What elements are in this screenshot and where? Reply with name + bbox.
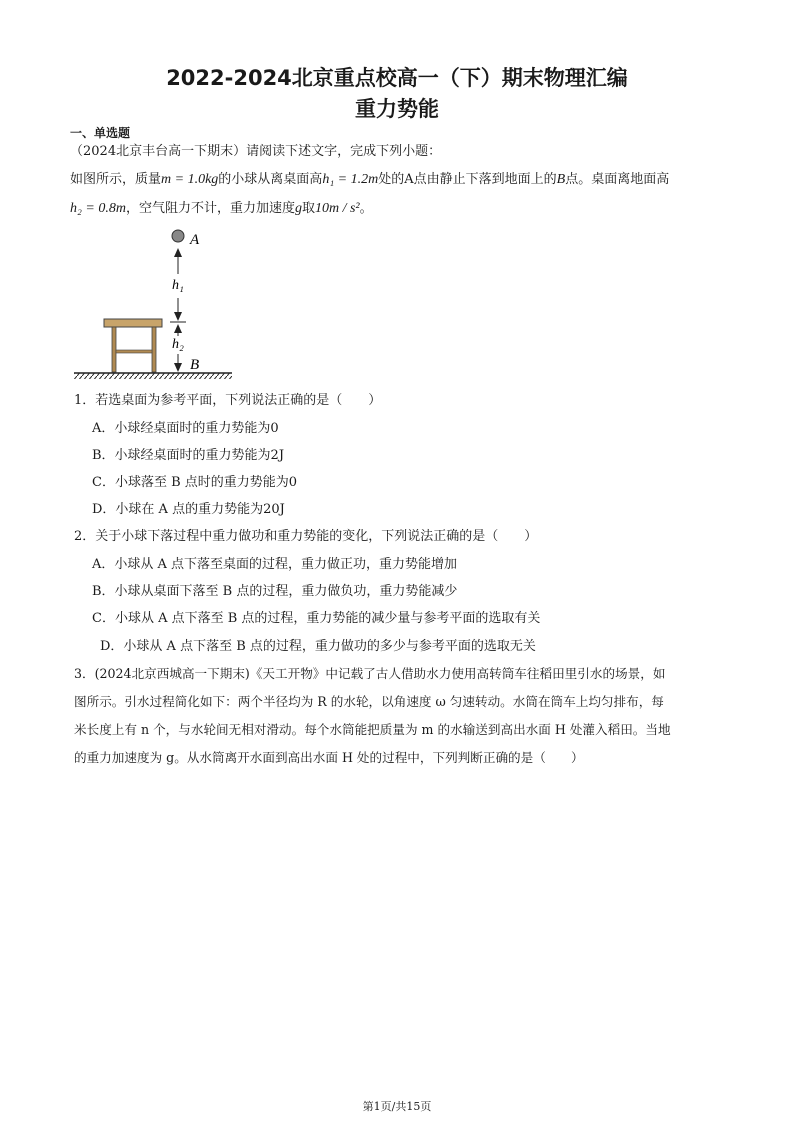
question-1-stem: 1．若选桌面为参考平面，下列说法正确的是（ ）	[74, 393, 382, 408]
q1-option-b: B．小球经桌面时的重力势能为2J	[92, 448, 285, 463]
label-h1: h₁	[172, 278, 184, 293]
label-a: A	[190, 232, 200, 248]
passage-text: 处的A点由静止下落到地面上的	[378, 172, 557, 187]
question-3-line-1: 3．(2024北京西城高一下期末)《天工开物》中记载了古人借助水力使用高转筒车往稻田里引水的场景，如	[74, 666, 666, 681]
point-b-label: B	[556, 172, 566, 187]
label-b: B	[190, 357, 200, 373]
ball-table-figure	[72, 226, 242, 386]
passage-text: 点。桌面离地面高	[565, 172, 670, 187]
passage-text: 。	[359, 201, 373, 216]
page-title: 2022-2024北京重点校高一（下）期末物理汇编	[166, 66, 628, 90]
q2-option-c: C．小球从 A 点下落至 B 点的过程，重力势能的减少量与参考平面的选取有关	[92, 611, 541, 626]
q2-option-d: D．小球从 A 点下落至 B 点的过程，重力做功的多少与参考平面的选取无关	[100, 639, 536, 654]
passage-text: 的小球从离桌面高	[218, 172, 323, 187]
label-h2: h₂	[172, 337, 184, 352]
passage-text: 取	[301, 201, 315, 216]
question-3-line-4: 的重力加速度为 g。从水筒离开水面到高出水面 H 处的过程中，下列判断正确的是（ ）	[74, 750, 584, 765]
page-subtitle: 重力势能	[355, 97, 439, 121]
q1-option-d: D．小球在 A 点的重力势能为20J	[92, 502, 285, 517]
table-top	[104, 319, 162, 327]
intro-text: （2024北京丰台高一下期末）请阅读下述文字，完成下列小题：	[70, 144, 442, 159]
passage-line-1	[70, 171, 669, 189]
passage-text: ，空气阻力不计，重力加速度	[125, 201, 295, 216]
q2-option-a: A．小球从 A 点下落至桌面的过程，重力做正功，重力势能增加	[92, 557, 458, 572]
question-2-stem: 2．关于小球下落过程中重力做功和重力势能的变化，下列说法正确的是（ ）	[74, 529, 538, 544]
q1-option-a: A．小球经桌面时的重力势能为0	[92, 421, 279, 436]
passage-text: 如图所示，质量	[70, 172, 162, 187]
question-3-line-3: 米长度上有 n 个，与水轮间无相对滑动。每个水筒能把质量为 m 的水输送到高出水面 H 处灌入稻田。当地	[74, 722, 671, 737]
q1-option-c: C．小球落至 B 点时的重力势能为0	[92, 475, 298, 490]
ball-icon	[172, 230, 184, 242]
h2-equation: h₂ = 0.8m	[70, 201, 126, 216]
page-footer: 第1页/共15页	[362, 1100, 432, 1113]
gravity-value: 10m / s²	[314, 201, 360, 216]
question-3-line-2: 图所示。引水过程简化如下：两个半径均为 R 的水轮，以角速度 ω 匀速转动。水筒在筒车上均匀排布，每	[74, 694, 664, 709]
section-heading: 一、单选题	[70, 126, 131, 140]
passage-line-2	[70, 200, 373, 218]
mass-equation: m = 1.0kg	[161, 172, 219, 187]
h1-equation: h₁ = 1.2m	[322, 172, 379, 187]
q2-option-b: B．小球从桌面下落至 B 点的过程，重力做负功，重力势能减少	[92, 584, 458, 599]
gravity-symbol: g	[294, 201, 302, 216]
